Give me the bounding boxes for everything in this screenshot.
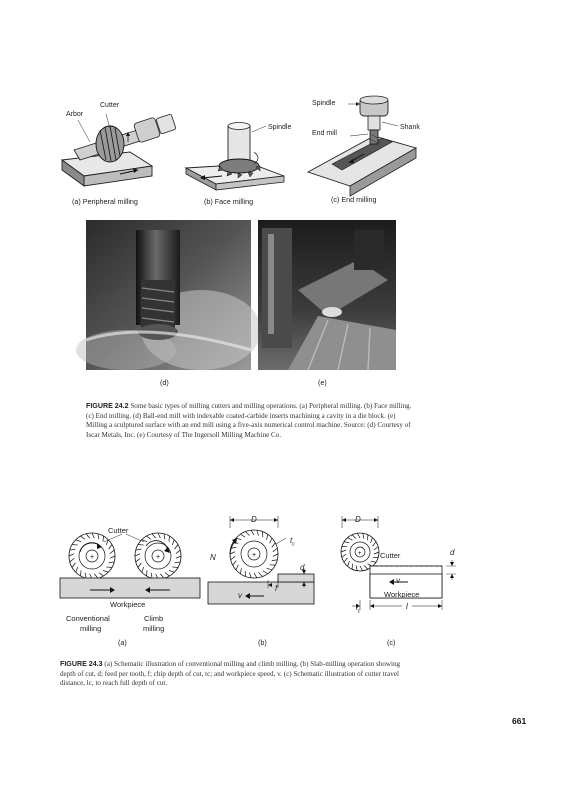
peripheral-milling-drawing xyxy=(60,112,180,192)
subcaption-b: (b) Face milling xyxy=(204,197,254,206)
label-N: N xyxy=(210,553,216,562)
label-v-c: v xyxy=(396,576,400,585)
label-workpiece-a: Workpiece xyxy=(110,600,146,609)
label-d-b: d xyxy=(300,563,305,572)
subcaption-e: (e) xyxy=(318,378,327,387)
svg-text:+: + xyxy=(252,552,257,559)
photo-ball-end-mill xyxy=(86,220,251,370)
svg-text:+: + xyxy=(358,551,362,557)
label-spindle-face: Spindle xyxy=(268,124,292,131)
label-spindle-end: Spindle xyxy=(312,100,336,107)
label-l: l xyxy=(406,602,408,611)
label-climb: Climb xyxy=(144,614,164,623)
label-cutter: Cutter xyxy=(100,102,120,109)
figure-24-3-label: FIGURE 24.3 xyxy=(60,660,103,668)
cutter-travel-diagram xyxy=(330,514,460,614)
slab-milling-diagram xyxy=(208,514,328,614)
subcaption-24-3-a: (a) xyxy=(118,638,127,647)
label-lc: $l_c$ xyxy=(356,603,361,615)
figure-24-3-caption xyxy=(60,660,414,689)
label-cutter-a: Cutter xyxy=(108,526,129,535)
label-climb-2: milling xyxy=(143,624,165,633)
figure-24-2-caption xyxy=(86,402,412,440)
label-D-c: D xyxy=(355,515,361,524)
label-D-b: D xyxy=(251,515,257,524)
page-number: 661 xyxy=(512,716,527,726)
figure-24-2-label: FIGURE 24.2 xyxy=(86,402,129,410)
label-conventional: Conventional xyxy=(66,614,110,623)
label-f: f xyxy=(275,584,278,593)
label-v-b: v xyxy=(238,591,242,600)
label-conventional-2: milling xyxy=(80,624,102,633)
label-cutter-c: Cutter xyxy=(380,551,401,560)
svg-text:+: + xyxy=(156,554,161,561)
svg-text:+: + xyxy=(90,554,95,561)
label-shank: Shank xyxy=(400,124,420,131)
end-milling-drawing xyxy=(304,96,424,196)
photo-five-axis-milling xyxy=(258,220,396,370)
label-end-mill: End mill xyxy=(312,130,337,137)
subcaption-24-3-c: (c) xyxy=(387,638,396,647)
label-workpiece-c: Workpiece xyxy=(384,590,420,599)
subcaption-a: (a) Peripheral milling xyxy=(72,197,138,206)
figure-24-2-text: Some basic types of milling cutters and milling operations. (a) Peripheral milling. (b) Face milling. (c) End milling. (d) Ball-end mill with indexable coated-carbide inserts machining a cavity in a die block. (e) Milling a sculptured surface with an end mill using a five-axis numerical control machine. Source: (d) Courtesy of Iscar Metals, Inc. (e) Courtesy of The Ingersoll Milling Machine Co. xyxy=(86,402,412,439)
subcaption-24-3-b: (b) xyxy=(258,638,267,647)
subcaption-d: (d) xyxy=(160,378,169,387)
figure-24-3-text: (a) Schematic illustration of conventional milling and climb milling. (b) Slab-milling operation showing depth of cut, d; feed per tooth, f; chip depth of cut, tc; and workpiece speed, v. (c) Schematic illustration of cutter travel distance, lc, to reach full depth of cut. xyxy=(60,660,401,688)
label-d-c: d xyxy=(450,548,455,557)
subcaption-c: (c) End milling xyxy=(331,195,377,204)
label-tc: $t_c$ xyxy=(290,536,295,548)
label-arbor: Arbor xyxy=(66,111,84,118)
